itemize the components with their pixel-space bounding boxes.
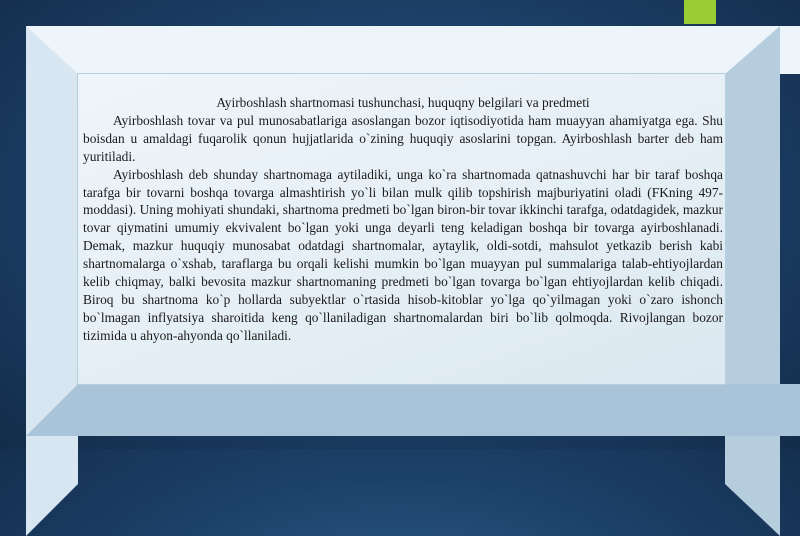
frame-bevel-right [725,26,780,536]
slide-title: Ayirboshlash shartnomasi tushunchasi, huquqny belgilari va predmeti [216,95,590,110]
paragraph-1: Ayirboshlash tovar va pul munosabatlariga asoslangan bozor iqtisodiyotida ham muayyan ahamiyatga ega. Shu boisdan u amaldagi fuqarolik qonun hujjatlarida o`zining huquqiy asoslarini topgan. Ayirboshlash barter deb ham yuritiladi. [83,112,723,164]
accent-square [684,0,716,24]
slide-content [83,94,723,345]
paragraph-2: Ayirboshlash deb shunday shartnomaga aytiladiki, unga ko`ra shartnomada qatnashuvchi har bir taraf boshqa tarafga bir tovarni boshqa tovarga almashtirish yo`li bilan mulk qilib topshirish majburiyatini oladi (FKning 497-moddasi). Uning mohiyati shundaki, shartnoma predmeti bo`lgan biron-bir tovar ikkinchi tarafga, odatdagidek, mazkur tovar qiymatini umumiy ekvivalent bo`lgan yoki unga deyarli teng keladigan boshqa bir tovarga ayirboshlanadi. Demak, mazkur huquqiy munosabat odatdagi shartnomalar, aytaylik, oldi-sotdi, mahsulot yetkazib berish kabi shartnomalarga o`xshab, taraflarga bu orqali kelishi mumkin bo`lgan muayyan pul summalariga talab-ehtiyojlardan kelib chiqmay, balki bevosita mazkur shartnomaning predmeti bo`lgan tovarga bo`lgan ehtiyojlardan kelib chiqadi. Biroq bu shartnoma ko`p hollarda subyektlar o`rtasida hisob-kitoblar yo`lga qo`yilmagan yoki o`zaro ishonch bo`lmagan inflyatsiya sharoitida keng qo`llaniladigan shartnomalardan biri bo`lib qolmoqda. Rivojlangan bozor tizimida u ahyon-ahyonda qo`llaniladi. [83,166,723,343]
frame-bevel-top [26,26,800,74]
frame-bevel-bottom [26,384,800,436]
frame-bevel-left [26,26,78,536]
